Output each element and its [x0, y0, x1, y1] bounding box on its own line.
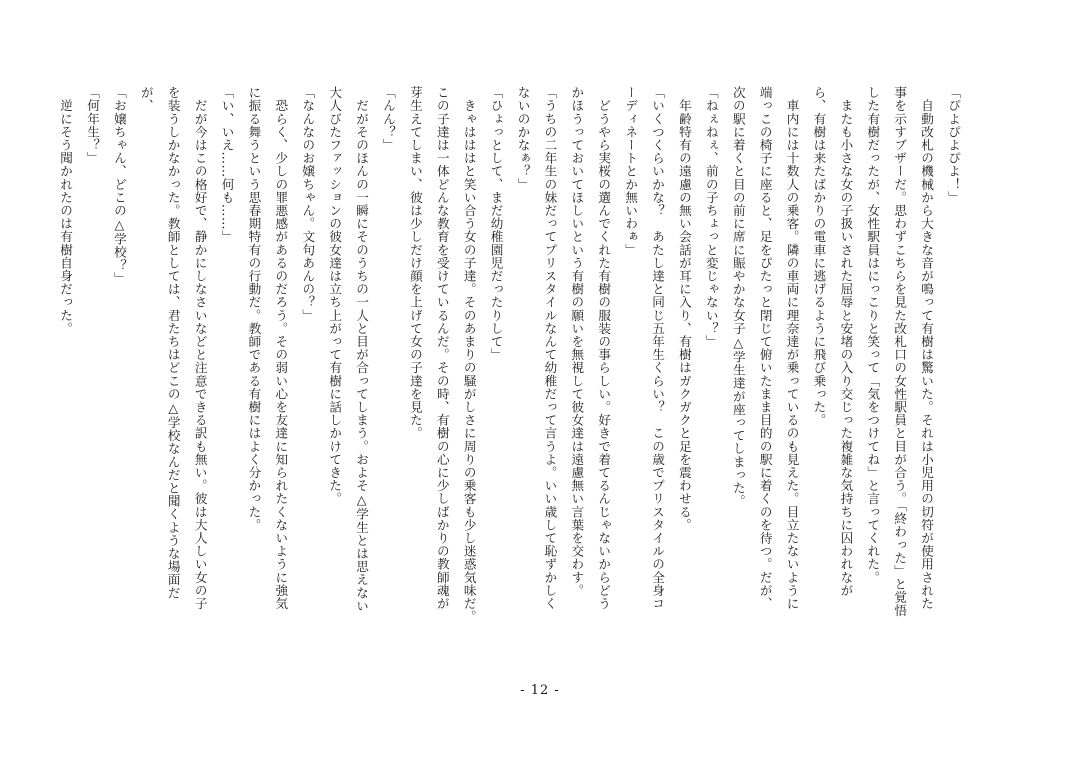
text-line: またも小さな女の子扱いされた屈辱と安堵の入り交じった複雑な気持ちに囚われなが — [838, 86, 854, 597]
vertical-text-body — [58, 86, 966, 676]
text-line: 年齢特有の遠慮の無い会話が耳に入り、有樹はガクガクと足を震わせる。 — [676, 86, 692, 532]
text-line: 「何年生？」 — [85, 86, 100, 165]
text-line: が、 — [138, 86, 154, 113]
text-line: 「いくつくらいかな？ あたし達と同じ五年生くらい？ この歳でプリスタイルの全身コ — [650, 86, 666, 610]
text-line: どうやら実桜の選んでくれた有樹の服装の事らしい。好きで着てるんじゃないからどう — [596, 86, 612, 610]
text-line: 「ねぇねぇ、前の子ちょっと変じゃない？」 — [703, 86, 719, 348]
text-line: 次の駅に着くと目の前に席に賑やかな女子△学生達が座ってしまった。 — [730, 86, 746, 508]
text-line: を装うしかなかった。教師としては、君たちはどこの△学校なんだと聞くような場面だ — [165, 86, 181, 600]
text-line: ら、有樹は来たばかりの電車に逃げるように飛び乗った。 — [811, 86, 827, 427]
text-line: ないのかなぁ？」 — [515, 86, 531, 191]
text-line: 恐らく、少しの罪悪感があるのだろう。その弱い心を友達に知られたくないように強気 — [273, 86, 289, 610]
text-line: 「お嬢ちゃん、どこの△学校？」 — [111, 86, 127, 285]
text-line: 事を示すブザーだ。思わずこちらを見た改札口の女性駅員と目が合う。「終わった」と覚悟 — [892, 86, 908, 617]
text-line: 端っこの椅子に座ると、足をぴたっと閉じて俯いたまま目的の駅に着くのを待つ。だが、 — [757, 86, 773, 610]
text-line: 「い、いえ……何も……」 — [219, 86, 235, 244]
page-number: - 12 - — [520, 683, 560, 698]
text-line: かほうっておいてほしいという有樹の願いを無視して彼女達は遠慮無い言葉を交わす。 — [569, 86, 585, 597]
text-line: ーディネートとか無いわぁ」 — [623, 86, 639, 257]
text-line: 大人びたファッションの彼女達は立ち上がって有樹に話しかけてきた。 — [327, 86, 343, 506]
text-line: だが今はこの格好で、静かにしなさいなどと注意できる訳も無い。彼は大人しい女の子 — [192, 86, 208, 610]
text-line: この子達は一体どんな教育を受けているんだ。その時、有樹の心に少しばかりの教師魂が — [434, 86, 450, 610]
text-line: した有樹だったが、女性駅員はにっこりと笑って「気をつけてね」と言ってくれた。 — [865, 86, 881, 584]
text-line: 「ぴよぴよぴよ！」 — [946, 86, 961, 204]
text-line: 「んん？」 — [380, 86, 396, 152]
text-line: 車内には十数人の乗客。隣の車両に理奈達が乗っているのも見えた。目立たないように — [784, 86, 800, 610]
text-line: 芽生えてしまい、彼は少しだけ顔を上げて女の子達を見た。 — [407, 86, 423, 440]
text-line: 「なんなのお嬢ちゃん。文句あんの？」 — [300, 86, 316, 322]
text-line: だがそのほんの一瞬にそのうちの一人と目が合ってしまう。およそ△学生とは思えない — [354, 86, 370, 613]
text-line: 逆にそう聞かれたのは有樹自身だった。 — [58, 86, 74, 335]
text-line: 「うちの二年生の妹だってプリスタイルなんて幼稚だって言うよ。いい歳して恥ずかしく — [542, 86, 558, 610]
text-line: 「ひょっとして、まだ幼稚園児だったりして」 — [488, 86, 504, 362]
text-line: 自動改札の機械から大きな音が鳴って有樹は驚いた。それは小児用の切符が使用された — [919, 86, 935, 610]
text-line: きゃはははと笑い合う女の子達。そのあまりの騒がしさに周りの乗客も少し迷惑気味だ。 — [461, 86, 477, 624]
text-line: に振る舞うという思春期特有の行動だ。教師である有樹にはよく分かった。 — [246, 86, 262, 532]
